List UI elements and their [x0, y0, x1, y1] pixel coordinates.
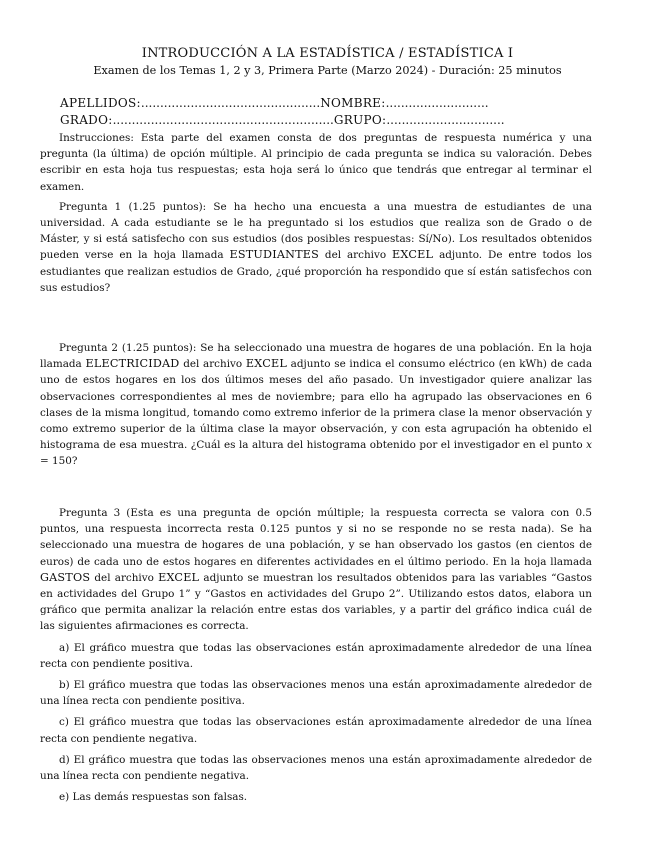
instructions-and-question-1: [40, 130, 592, 296]
file-name: EXCEL: [392, 248, 434, 262]
option-a: a) El gráfico muestra que todas las observaciones están aproximadamente alrededor de una línea recta con pendiente positiva.: [40, 641, 592, 670]
question-1: Pregunta 1 (1.25 puntos): Se ha hecho una encuesta a una muestra de estudiantes de una universidad. A cada estudiante se le ha preguntado si los estudios que realiza son de Grado o de Máster, y si está satisfecho con sus estudios (dos posibles respuestas: Sí/No). Los resultados obtenidos pueden verse en la hoja llamada ESTUDIANTES del archivo EXCEL adjunto. De entre todos los estudiantes que realizan estudios de Grado, ¿qué proporción ha respondido que sí están satisfechos con sus estudios?: [40, 200, 593, 294]
file-name: EXCEL: [158, 570, 200, 584]
question-2: Pregunta 2 (1.25 puntos): Se ha seleccionado una muestra de hogares de una población. En la hoja llamada ELECTRICIDAD del archivo EXCEL adjunto se indica el consumo eléctrico (en kWh) de cada uno de estos hogares en los dos últimos meses del año pasado. Un investigador quiere analizar las observaciones correspondientes al mes de noviembre; para ello ha agrupado las observaciones en 6 clases de la misma longitud, tomando como extremo inferior de la primera clase la menor observación y como extremo superior de la última clase la mayor observación, y con esta agrupación ha obtenido el histograma de esa muestra. ¿Cuál es la altura del histograma obtenido por el investigador en el punto x = 150?: [40, 342, 593, 468]
question-3: Pregunta 3 (Esta es una pregunta de opción múltiple; la respuesta correcta se valora con 0.5 puntos, una respuesta incorrecta resta 0.125 puntos y si no se responde no se resta nada). Se ha seleccionado una muestra de hogares de una población, y se han observado los gastos (en cientos de euros) de cada uno de estos hogares en diferentes actividades en el último periodo. En la hoja llamada GASTOS del archivo EXCEL adjunto se muestran los resultados obtenidos para las variables “Gastos en actividades del Grupo 1” y “Gastos en actividades del Grupo 2”. Utilizando estos datos, elabora un gráfico que permita analizar la relación entre estas dos variables, y a partir del gráfico indica cuál de las siguientes afirmaciones es correcta.: [40, 507, 593, 633]
sheet-name: ESTUDIANTES: [229, 248, 319, 262]
file-name: EXCEL: [245, 357, 287, 371]
grade-fields-row: [60, 113, 505, 127]
option-e: e) Las demás respuestas son falsas.: [59, 791, 248, 804]
apellidos-blank: ...............................................: [140, 96, 321, 110]
grupo-label: GRUPO:: [333, 113, 387, 127]
exam-subtitle: Examen de los Temas 1, 2 y 3, Primera Parte (Marzo 2024) - Duración: 25 minutos: [93, 64, 562, 77]
option-d: d) El gráfico muestra que todas las observaciones menos una están aproximadamente alrededor de una línea recta con pendiente negativa.: [40, 753, 592, 783]
sheet-name: ELECTRICIDAD: [85, 357, 180, 371]
nombre-label: NOMBRE:: [320, 96, 386, 110]
question-2-heading: Pregunta 2 (1.25 puntos):: [59, 342, 197, 354]
option-b: b) El gráfico muestra que todas las observaciones menos una están aproximadamente alrededor de una línea recta con pendiente positiva.: [40, 679, 592, 708]
name-fields-row: [60, 96, 489, 110]
instructions: Instrucciones: Esta parte del examen consta de dos preguntas de respuesta numérica y una pregunta (la última) de opción múltiple. Al principio de cada pregunta se indica su valoración. Debes escribir en esta hoja tus respuestas; esta hoja será lo único que tendrás que entregar al terminar el examen.: [40, 132, 592, 193]
grado-blank: ..........................................................: [112, 113, 334, 127]
question-2-block: [40, 340, 592, 470]
math-variable: x: [586, 439, 592, 452]
grado-label: GRADO:: [60, 113, 113, 127]
exam-title: INTRODUCCIÓN A LA ESTADÍSTICA / ESTADÍSTICA I: [141, 46, 514, 61]
question-3-heading: Pregunta 3: [59, 507, 121, 519]
question-3-block: [40, 505, 592, 805]
sheet-name: GASTOS: [40, 570, 91, 584]
grupo-blank: ...............................: [386, 113, 505, 127]
option-c: c) El gráfico muestra que todas las observaciones están aproximadamente alrededor de una línea recta con pendiente negativa.: [40, 716, 592, 745]
apellidos-label: APELLIDOS:: [60, 96, 141, 110]
nombre-blank: ...........................: [385, 96, 489, 110]
question-1-heading: Pregunta 1 (1.25 puntos):: [59, 200, 207, 213]
